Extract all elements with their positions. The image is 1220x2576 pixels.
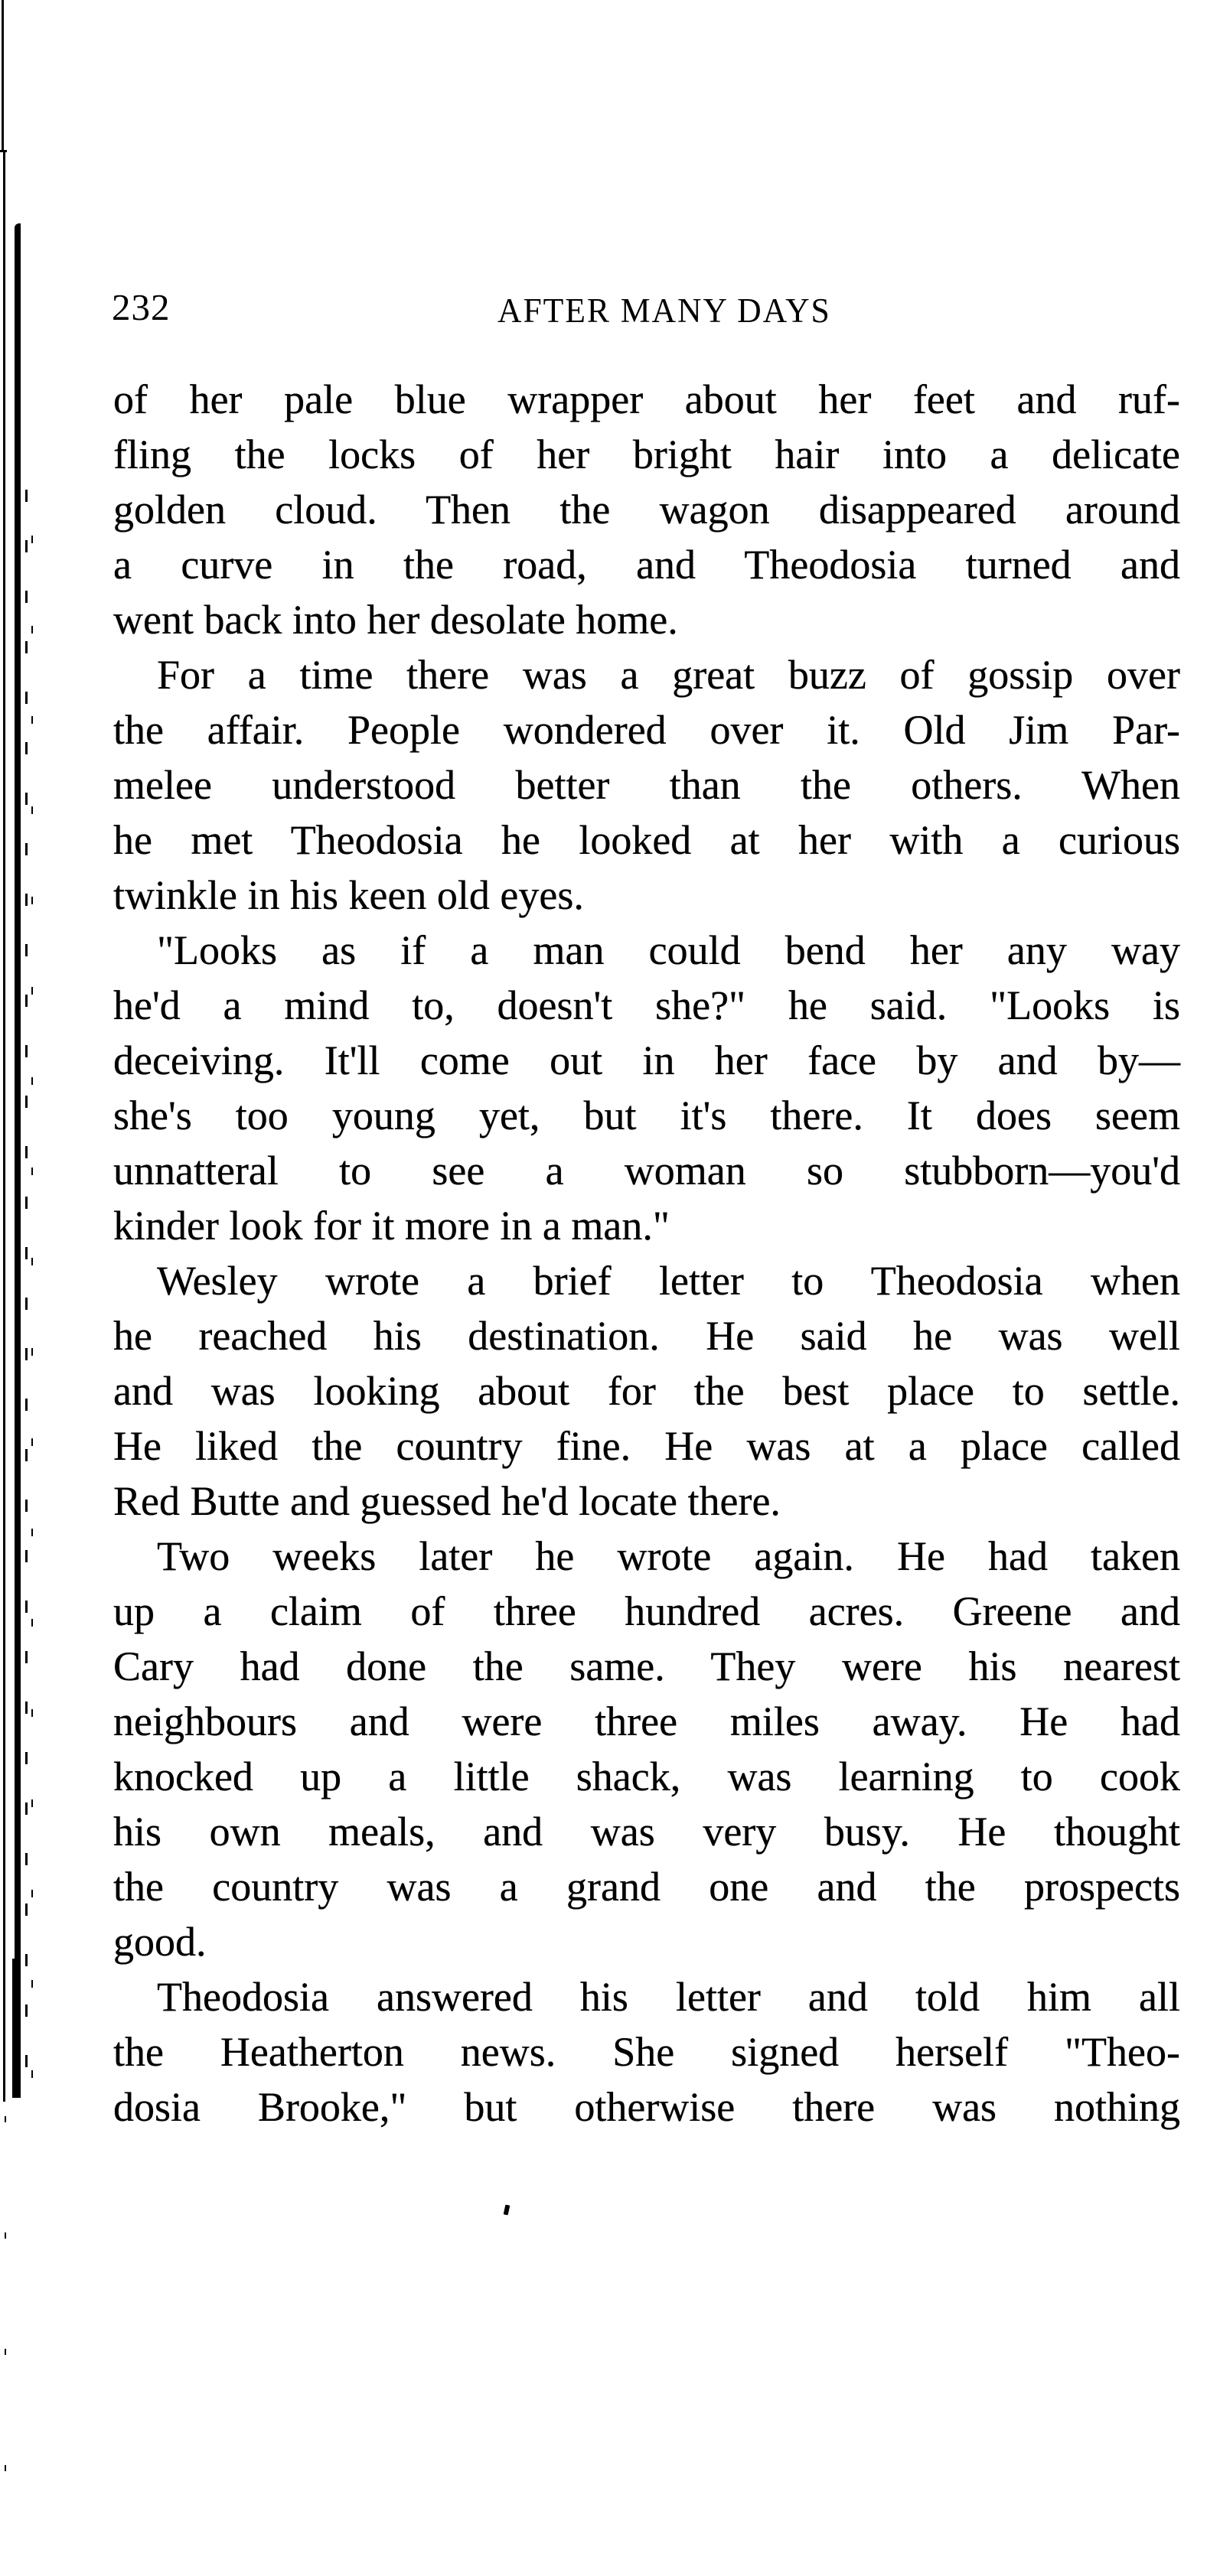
text-line: the affair. People wondered over it. Old Jim Par- xyxy=(113,707,1180,753)
running-title: AFTER MANY DAYS xyxy=(497,291,831,330)
text-line: of her pale blue wrapper about her feet and ruf- xyxy=(113,376,1180,422)
text-block xyxy=(113,372,1180,2135)
text-line: golden cloud. Then the wagon disappeared around xyxy=(113,487,1180,532)
text-line: Red Butte and guessed he'd locate there. xyxy=(113,1478,781,1524)
text-line: Theodosia answered his letter and told him all xyxy=(157,1974,1180,2020)
text-line: melee understood better than the others. When xyxy=(113,762,1180,808)
scan-gutter-shadow xyxy=(12,1959,15,2098)
page-number: 232 xyxy=(112,286,171,328)
text-line: deceiving. It'll come out in her face by and by— xyxy=(113,1037,1180,1083)
text-line: he reached his destination. He said he was well xyxy=(113,1313,1180,1359)
text-line: the country was a grand one and the prospects xyxy=(113,1864,1180,1910)
text-line: his own meals, and was very busy. He thought xyxy=(113,1809,1180,1855)
scan-edge-line xyxy=(2,0,4,151)
text-line: Two weeks later he wrote again. He had taken xyxy=(157,1533,1180,1579)
text-line: up a claim of three hundred acres. Greene and xyxy=(113,1588,1180,1634)
text-line: she's too young yet, but it's there. It does seem xyxy=(113,1093,1180,1138)
text-line: neighbours and were three miles away. He had xyxy=(113,1698,1180,1744)
text-line: Cary had done the same. They were his nearest xyxy=(113,1643,1180,1689)
text-line: kinder look for it more in a man." xyxy=(113,1203,670,1249)
text-line: he'd a mind to, doesn't she?" he said. "Looks is xyxy=(113,982,1180,1028)
text-line: the Heatherton news. She signed herself "Theo- xyxy=(113,2029,1180,2075)
text-line: twinkle in his keen old eyes. xyxy=(113,872,584,918)
text-line: he met Theodosia he looked at her with a curious xyxy=(113,817,1180,863)
ink-speck xyxy=(504,2205,511,2216)
text-line: knocked up a little shack, was learning to cook xyxy=(113,1754,1180,1799)
text-line: a curve in the road, and Theodosia turned and xyxy=(113,542,1180,588)
text-line: Wesley wrote a brief letter to Theodosia when xyxy=(157,1258,1180,1304)
scan-edge-line xyxy=(3,152,5,2102)
text-line: and was looking about for the best place to settle. xyxy=(113,1368,1180,1414)
scan-noise-dashes xyxy=(25,490,28,2093)
text-line: fling the locks of her bright hair into a delicate xyxy=(113,432,1180,477)
text-line: went back into her desolate home. xyxy=(113,597,678,643)
text-line: good. xyxy=(113,1919,207,1965)
scan-noise-dashes xyxy=(31,536,33,2081)
text-line: He liked the country fine. He was at a place called xyxy=(113,1423,1180,1469)
scan-noise-dashes xyxy=(5,2116,6,2560)
scan-gutter-shadow xyxy=(15,223,21,2098)
text-line: dosia Brooke," but otherwise there was nothing xyxy=(113,2084,1180,2130)
text-line: "Looks as if a man could bend her any way xyxy=(157,927,1180,973)
text-line: unnatteral to see a woman so stubborn—you'd xyxy=(113,1148,1180,1194)
text-line: For a time there was a great buzz of gossip over xyxy=(157,652,1180,698)
